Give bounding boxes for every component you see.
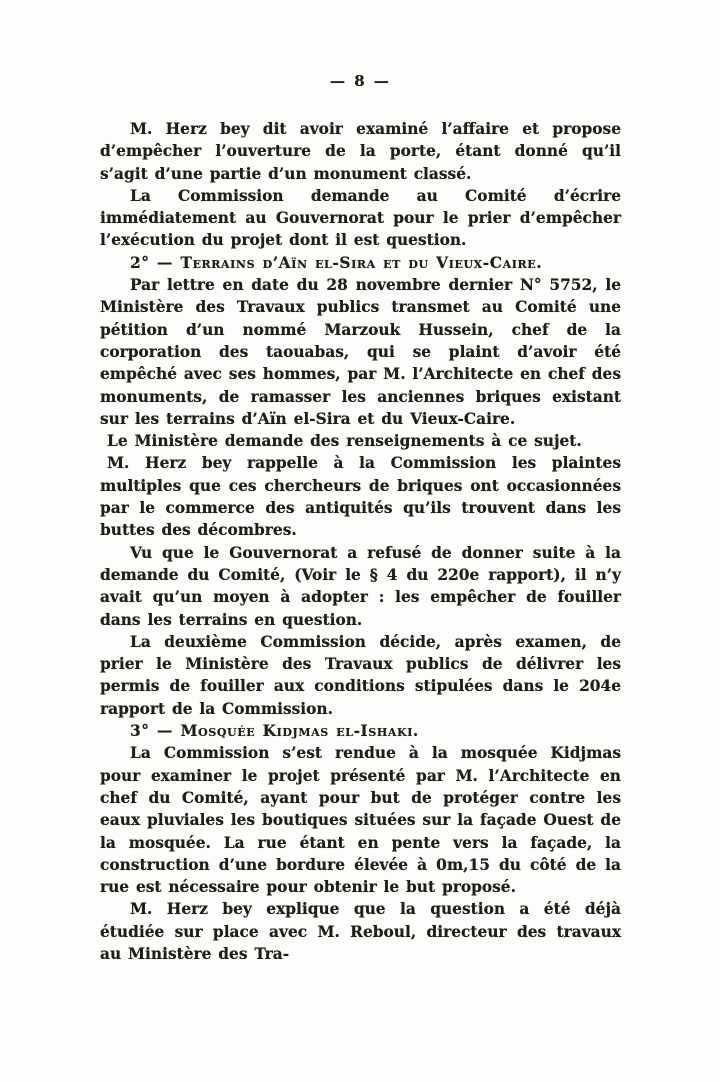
paragraph: M. Herz bey rappelle à la Commission les plaintes multiples que ces chercheurs de briques ont occasionnées par le commerce des antiquités qu’ils trouvent dans les buttes des décombres. bbox=[100, 454, 621, 540]
paragraph: Le Ministère demande des renseignements à ce sujet. bbox=[107, 432, 582, 451]
section-heading-mosquee: 3° — Mosquée Kidjmas el-Ishaki. bbox=[130, 722, 419, 741]
paragraph: M. Herz bey explique que la question a été déjà étudiée sur place avec M. Reboul, directeur des travaux au Ministère des Tra- bbox=[100, 900, 621, 963]
paragraph: La Commission demande au Comité d’écrire immédiatement au Gouvernorat pour le prier d’empêcher l’exécution du projet dont il est question. bbox=[100, 186, 621, 250]
paragraph: M. Herz bey dit avoir examiné l’affaire et propose d’empêcher l’ouverture de la porte, étant donné qu’il s’agit d’une partie d’un monument classé. bbox=[100, 120, 621, 183]
paragraph: Par lettre en date du 28 novembre dernier N° 5752, le Ministère des Travaux publics transmet au Comité une pétition d’un nommé Marzouk Hussein, chef de la corporation des taouabas, qui se plaint d’avoir été empêché avec ses hommes, par M. l’Architecte en chef des monuments, de ramasser les anciennes briques existant sur les terrains d’Aïn el-Sira et du Vieux-Caire. bbox=[100, 276, 621, 428]
page-body bbox=[100, 118, 621, 965]
section-heading-terrains: 2° — Terrains d’Aïn el-Sira et du Vieux-Caire. bbox=[130, 253, 543, 272]
paragraph: La Commission s’est rendue à la mosquée Kidjmas pour examiner le projet présenté par M. l’Architecte en chef du Comité, ayant pour but de protéger contre les eaux pluviales les boutiques situées sur la façade Ouest de la mosquée. La rue étant en pente vers la façade, la construction d’une bordure élevée à 0m,15 du côté de la rue est nécessaire pour obtenir le but proposé. bbox=[100, 744, 621, 897]
paragraph: La deuxième Commission décide, après examen, de prier le Ministère des Travaux publics de délivrer les permis de fouiller aux conditions stipulées dans le 204e rapport de la Commission. bbox=[100, 632, 621, 718]
paragraph: Vu que le Gouvernorat a refusé de donner suite à la demande du Comité, (Voir le § 4 du 220e rapport), il n’y avait qu’un moyen à adopter : les empêcher de fouiller dans les terrains en question. bbox=[100, 543, 621, 629]
page-number: — 8 — bbox=[330, 72, 391, 90]
